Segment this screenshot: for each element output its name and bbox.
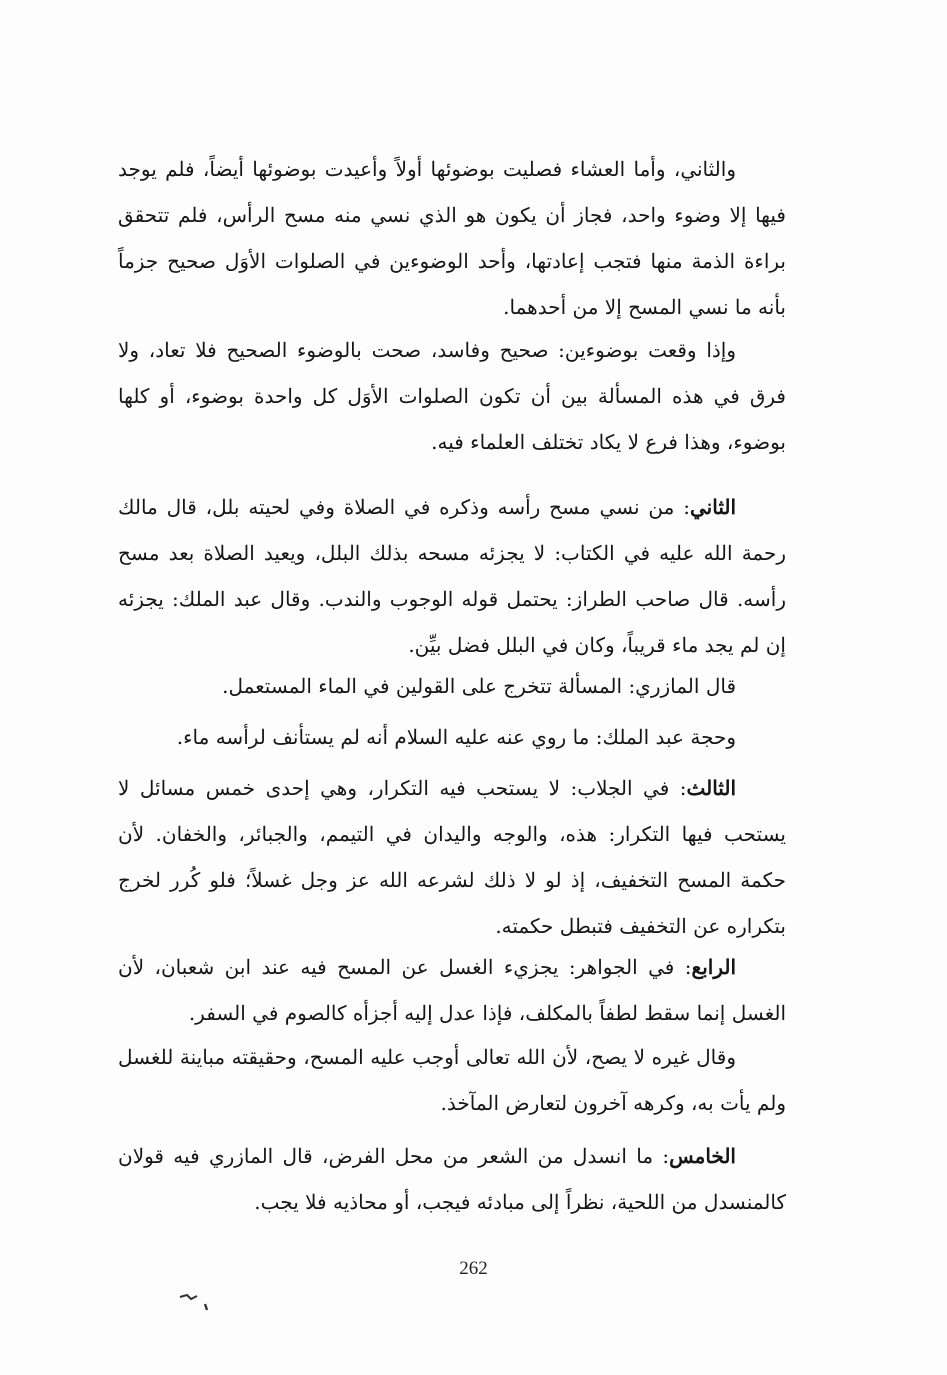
paragraph-text: والثاني، وأما العشاء فصليت بوضوئها أولاً وأعيدت بوضوئها أيضاً، فلم يوجد فيها إلا وضوء واحد، فجاز أن يكون هو الذي نسي منه مسح الرأس، فلم تتحقق براءة الذمة منها فتجب إعادتها، وأحد الوضوءين في الصلوات الأوَل صحيح جزماً بأنه ما نسي المسح إلا من أحدهما. — [118, 157, 786, 319]
paragraph-lead: الثالث — [686, 776, 736, 800]
paragraph-lead: الرابع — [691, 955, 736, 979]
paragraph-3 — [118, 484, 786, 668]
paragraph-text: : في الجواهر: يجزيء الغسل عن المسح فيه عند ابن شعبان، لأن الغسل إنما سقط لطفاً بالمكلف، فإذا عدل إليه أجزأه كالصوم في السفر. — [118, 955, 786, 1025]
paragraph-text: وإذا وقعت بوضوءين: صحيح وفاسد، صحت بالوضوء الصحيح فلا تعاد، ولا فرق في هذه المسألة بين أن تكون الصلوات الأوَل كل واحدة بوضوء، أو كلها بوضوء، وهذا فرع لا يكاد تختلف العلماء فيه. — [118, 338, 786, 454]
paragraph-5 — [118, 714, 786, 760]
scan-smudge-mark — [178, 1292, 218, 1314]
paragraph-text: : ما انسدل من الشعر من محل الفرض، قال المازري فيه قولان كالمنسدل من اللحية، نظراً إلى مبادئه فيجب، أو محاذيه فلا يجب. — [118, 1144, 786, 1214]
paragraph-text: : من نسي مسح رأسه وذكره في الصلاة وفي لحيته بلل، قال مالك رحمة الله عليه في الكتاب: لا يجزئه مسحه بذلك البلل، ويعيد الصلاة بعد مسح رأسه. قال صاحب الطراز: يحتمل قوله الوجوب والندب. وقال عبد الملك: يجزئه إن لم يجد ماء قريباً، وكان في البلل فضل بيِّن. — [118, 495, 787, 657]
paragraph-1 — [118, 146, 786, 330]
paragraph-lead: الخامس — [669, 1144, 736, 1168]
page-number: 262 — [459, 1258, 488, 1279]
paragraph-text: : في الجلاب: لا يستحب فيه التكرار، وهي إحدى خمس مسائل لا يستحب فيها التكرار: هذه، والوجه واليدان في التيمم، والجبائر، والخفان. لأن حكمة المسح التخفيف، إذ لو لا ذلك لشرعه الله عز وجل غسلاً؛ فلو كُرر لخرج بتكراره عن التخفيف فتبطل حكمته. — [118, 776, 786, 938]
paragraph-text: قال المازري: المسألة تتخرج على القولين في الماء المستعمل. — [222, 674, 736, 698]
paragraph-2 — [118, 327, 786, 465]
paragraph-8 — [118, 1034, 786, 1126]
paragraph-6 — [118, 765, 786, 949]
paragraph-text: وقال غيره لا يصح، لأن الله تعالى أوجب عليه المسح، وحقيقته مباينة للغسل ولم يأت به، وكرهه آخرون لتعارض المآخذ. — [118, 1045, 786, 1115]
paragraph-4 — [118, 663, 786, 709]
paragraph-lead: الثاني — [689, 495, 736, 519]
paragraph-7 — [118, 944, 786, 1036]
paragraph-9 — [118, 1133, 786, 1225]
paragraph-text: وحجة عبد الملك: ما روي عنه عليه السلام أنه لم يستأنف لرأسه ماء. — [176, 725, 736, 749]
